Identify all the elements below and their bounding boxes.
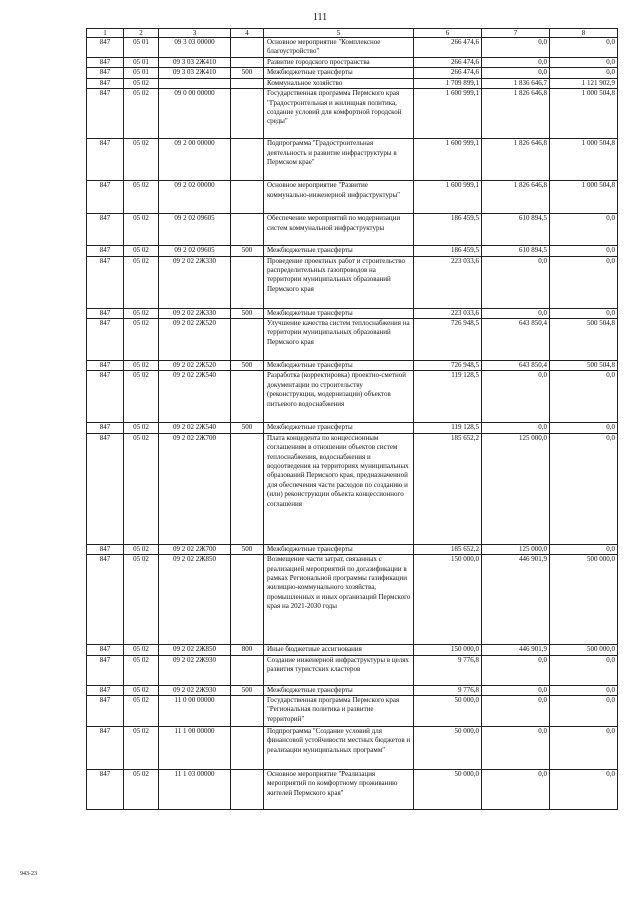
table-row xyxy=(87,78,618,88)
table-row xyxy=(87,423,618,433)
admin-code: 847 xyxy=(87,308,124,318)
item-name: Межбюджетные трансферты xyxy=(264,68,414,78)
table-row xyxy=(87,319,618,361)
target-article-code: 09 2 02 2Ж700 xyxy=(159,433,231,544)
amount-col8: 0,0 xyxy=(550,214,618,246)
item-name: Возмещение части затрат, связанных с реализацией мероприятий по догазификации в рамках Региональной программы газификации жилищно-коммунального хозяйства, промышленных и иных организаций Пермского края на 2021-2030 годы xyxy=(264,555,414,645)
admin-code: 847 xyxy=(87,655,124,685)
item-name: Основное мероприятие "Развитие коммунально-инженерной инфраструктуры" xyxy=(264,181,414,214)
admin-code: 847 xyxy=(87,38,124,58)
target-article-code xyxy=(159,78,231,88)
expense-type-code xyxy=(231,139,264,181)
target-article-code: 09 2 02 2Ж520 xyxy=(159,319,231,361)
item-name: Межбюджетные трансферты xyxy=(264,544,414,554)
column-header-1: 1 xyxy=(87,29,124,38)
admin-code: 847 xyxy=(87,727,124,770)
section-code: 05 01 xyxy=(124,38,159,58)
expense-type-code xyxy=(231,770,264,810)
footer-code: 943-23 xyxy=(20,871,37,877)
item-name: Государственная программа Пермского края "Региональная политика и развитие территорий" xyxy=(264,696,414,727)
target-article-code: 09 2 02 2Ж540 xyxy=(159,371,231,423)
admin-code: 847 xyxy=(87,181,124,214)
expense-type-code xyxy=(231,38,264,58)
item-name: Разработка (корректировка) проектно-сметной документации по строительству (реконструкции, модернизации) объектов питьевого водоснабжения xyxy=(264,371,414,423)
expense-type-code: 500 xyxy=(231,544,264,554)
table-row xyxy=(87,139,618,181)
table-header-row xyxy=(87,29,618,38)
amount-col7: 610 894,5 xyxy=(482,246,550,256)
target-article-code: 09 2 02 2Ж850 xyxy=(159,555,231,645)
amount-col6: 9 776,8 xyxy=(414,685,482,695)
amount-col6: 186 459,5 xyxy=(414,246,482,256)
amount-col8: 0,0 xyxy=(550,58,618,68)
section-code: 05 02 xyxy=(124,256,159,308)
admin-code: 847 xyxy=(87,361,124,371)
amount-col6: 119 128,5 xyxy=(414,423,482,433)
amount-col6: 1 709 899,1 xyxy=(414,78,482,88)
amount-col6: 1 600 999,1 xyxy=(414,89,482,139)
table-row xyxy=(87,308,618,318)
item-name: Межбюджетные трансферты xyxy=(264,246,414,256)
target-article-code: 09 2 00 00000 xyxy=(159,139,231,181)
expense-type-code xyxy=(231,58,264,68)
page-number: 111 xyxy=(312,12,328,23)
expense-type-code: 500 xyxy=(231,361,264,371)
amount-col7: 1 836 646,7 xyxy=(482,78,550,88)
expense-type-code: 500 xyxy=(231,308,264,318)
admin-code: 847 xyxy=(87,139,124,181)
amount-col7: 0,0 xyxy=(482,68,550,78)
target-article-code: 09 2 02 2Ж540 xyxy=(159,423,231,433)
section-code: 05 02 xyxy=(124,423,159,433)
item-name: Создание инженерной инфраструктуры в целях развития туристских кластеров xyxy=(264,655,414,685)
amount-col6: 726 948,5 xyxy=(414,361,482,371)
column-header-6: 6 xyxy=(414,29,482,38)
admin-code: 847 xyxy=(87,214,124,246)
admin-code: 847 xyxy=(87,770,124,810)
target-article-code: 09 2 02 00000 xyxy=(159,181,231,214)
table-row xyxy=(87,371,618,423)
amount-col7: 643 850,4 xyxy=(482,319,550,361)
admin-code: 847 xyxy=(87,246,124,256)
amount-col6: 266 474,6 xyxy=(414,58,482,68)
amount-col8: 1 000 504,8 xyxy=(550,139,618,181)
amount-col8: 0,0 xyxy=(550,256,618,308)
expense-type-code: 500 xyxy=(231,68,264,78)
amount-col7: 0,0 xyxy=(482,685,550,695)
section-code: 05 02 xyxy=(124,181,159,214)
target-article-code: 11 1 00 00000 xyxy=(159,727,231,770)
amount-col6: 119 128,5 xyxy=(414,371,482,423)
table-row xyxy=(87,696,618,727)
section-code: 05 02 xyxy=(124,544,159,554)
target-article-code: 09 2 02 2Ж930 xyxy=(159,655,231,685)
amount-col6: 9 776,8 xyxy=(414,655,482,685)
section-code: 05 02 xyxy=(124,214,159,246)
item-name: Межбюджетные трансферты xyxy=(264,361,414,371)
section-code: 05 02 xyxy=(124,361,159,371)
item-name: Проведение проектных работ и строительство распределительных газопроводов на территории муниципальных образований Пермского края xyxy=(264,256,414,308)
expense-type-code xyxy=(231,78,264,88)
amount-col6: 50 000,0 xyxy=(414,770,482,810)
amount-col8: 0,0 xyxy=(550,544,618,554)
amount-col8: 1 000 504,8 xyxy=(550,89,618,139)
amount-col8: 500 000,0 xyxy=(550,645,618,655)
target-article-code: 09 2 02 2Ж330 xyxy=(159,256,231,308)
item-name: Основное мероприятие "Реализация мероприятий по комфортному проживанию жителей Пермского края" xyxy=(264,770,414,810)
item-name: Коммунальное хозяйство xyxy=(264,78,414,88)
section-code: 05 02 xyxy=(124,770,159,810)
amount-col7: 610 894,5 xyxy=(482,214,550,246)
amount-col8: 0,0 xyxy=(550,696,618,727)
table-row xyxy=(87,555,618,645)
admin-code: 847 xyxy=(87,685,124,695)
admin-code: 847 xyxy=(87,89,124,139)
amount-col6: 266 474,6 xyxy=(414,68,482,78)
amount-col7: 125 000,0 xyxy=(482,433,550,544)
target-article-code: 09 2 02 09605 xyxy=(159,214,231,246)
amount-col7: 0,0 xyxy=(482,371,550,423)
section-code: 05 02 xyxy=(124,433,159,544)
amount-col7: 0,0 xyxy=(482,38,550,58)
section-code: 05 02 xyxy=(124,685,159,695)
amount-col6: 50 000,0 xyxy=(414,696,482,727)
expense-type-code xyxy=(231,181,264,214)
table-row xyxy=(87,655,618,685)
section-code: 05 02 xyxy=(124,655,159,685)
column-header-5: 5 xyxy=(264,29,414,38)
expense-type-code xyxy=(231,319,264,361)
admin-code: 847 xyxy=(87,696,124,727)
table-row xyxy=(87,727,618,770)
expense-type-code xyxy=(231,696,264,727)
amount-col7: 446 901,9 xyxy=(482,555,550,645)
item-name: Основное мероприятие "Комплексное благоустройство" xyxy=(264,38,414,58)
amount-col6: 186 459,5 xyxy=(414,214,482,246)
section-code: 05 02 xyxy=(124,319,159,361)
amount-col7: 0,0 xyxy=(482,58,550,68)
item-name: Подпрограмма "Создание условий для финансовой устойчивости местных бюджетов и реализации муниципальных программ" xyxy=(264,727,414,770)
amount-col6: 185 652,2 xyxy=(414,433,482,544)
amount-col7: 446 901,9 xyxy=(482,645,550,655)
expense-type-code: 800 xyxy=(231,645,264,655)
table-row xyxy=(87,256,618,308)
expense-type-code xyxy=(231,433,264,544)
table-row xyxy=(87,246,618,256)
expense-type-code: 500 xyxy=(231,246,264,256)
expense-type-code xyxy=(231,214,264,246)
admin-code: 847 xyxy=(87,555,124,645)
expense-type-code xyxy=(231,727,264,770)
amount-col8: 1 000 504,8 xyxy=(550,181,618,214)
target-article-code: 09 2 02 09605 xyxy=(159,246,231,256)
amount-col8: 500 000,0 xyxy=(550,555,618,645)
table-row xyxy=(87,770,618,810)
amount-col6: 150 000,0 xyxy=(414,645,482,655)
table-row xyxy=(87,685,618,695)
amount-col7: 1 826 646,8 xyxy=(482,181,550,214)
expense-type-code xyxy=(231,655,264,685)
item-name: Плата концедента по концессионным соглашениям в отношении объектов систем теплоснабжения, водоснабжения и водоотведения на территориях муниципальных образований Пермского края, предназначенной для обеспечения части расходов по созданию и (или) реконструкции объекта концессионного соглашения xyxy=(264,433,414,544)
amount-col8: 500 504,8 xyxy=(550,361,618,371)
item-name: Государственная программа Пермского края "Градостроительная и жилищная политика, создание условий для комфортной городской среды" xyxy=(264,89,414,139)
amount-col8: 500 504,8 xyxy=(550,319,618,361)
amount-col7: 0,0 xyxy=(482,308,550,318)
target-article-code: 09 3 03 2Ж410 xyxy=(159,58,231,68)
target-article-code: 09 3 03 2Ж410 xyxy=(159,68,231,78)
amount-col6: 150 000,0 xyxy=(414,555,482,645)
target-article-code: 09 2 02 2Ж330 xyxy=(159,308,231,318)
section-code: 05 02 xyxy=(124,645,159,655)
admin-code: 847 xyxy=(87,58,124,68)
table-row xyxy=(87,181,618,214)
amount-col6: 50 000,0 xyxy=(414,727,482,770)
item-name: Обеспечение мероприятий по модернизации систем коммунальной инфраструктуры xyxy=(264,214,414,246)
expense-type-code xyxy=(231,89,264,139)
section-code: 05 02 xyxy=(124,89,159,139)
target-article-code: 09 2 02 2Ж930 xyxy=(159,685,231,695)
column-header-8: 8 xyxy=(550,29,618,38)
amount-col7: 1 826 646,8 xyxy=(482,139,550,181)
item-name: Подпрограмма "Градостроительная деятельность и развитие инфраструктуры в Пермском крае" xyxy=(264,139,414,181)
admin-code: 847 xyxy=(87,68,124,78)
admin-code: 847 xyxy=(87,544,124,554)
section-code: 05 01 xyxy=(124,68,159,78)
expense-type-code xyxy=(231,371,264,423)
amount-col6: 1 600 999,1 xyxy=(414,139,482,181)
target-article-code: 09 0 00 00000 xyxy=(159,89,231,139)
section-code: 05 02 xyxy=(124,555,159,645)
amount-col7: 125 000,0 xyxy=(482,544,550,554)
section-code: 05 01 xyxy=(124,58,159,68)
section-code: 05 02 xyxy=(124,727,159,770)
amount-col8: 0,0 xyxy=(550,371,618,423)
section-code: 05 02 xyxy=(124,78,159,88)
amount-col8: 0,0 xyxy=(550,308,618,318)
amount-col6: 266 474,6 xyxy=(414,38,482,58)
section-code: 05 02 xyxy=(124,139,159,181)
table-row xyxy=(87,433,618,544)
section-code: 05 02 xyxy=(124,246,159,256)
amount-col8: 0,0 xyxy=(550,685,618,695)
amount-col7: 0,0 xyxy=(482,696,550,727)
column-header-3: 3 xyxy=(159,29,231,38)
amount-col7: 0,0 xyxy=(482,256,550,308)
amount-col8: 0,0 xyxy=(550,433,618,544)
admin-code: 847 xyxy=(87,423,124,433)
amount-col8: 0,0 xyxy=(550,770,618,810)
amount-col7: 643 850,4 xyxy=(482,361,550,371)
amount-col6: 1 600 999,1 xyxy=(414,181,482,214)
expense-type-code xyxy=(231,256,264,308)
amount-col8: 1 121 902,9 xyxy=(550,78,618,88)
amount-col6: 185 652,2 xyxy=(414,544,482,554)
amount-col8: 0,0 xyxy=(550,38,618,58)
target-article-code: 09 3 03 00000 xyxy=(159,38,231,58)
expense-type-code: 500 xyxy=(231,423,264,433)
amount-col7: 0,0 xyxy=(482,655,550,685)
admin-code: 847 xyxy=(87,78,124,88)
item-name: Развитие городского пространства xyxy=(264,58,414,68)
expense-type-code: 500 xyxy=(231,685,264,695)
admin-code: 847 xyxy=(87,256,124,308)
admin-code: 847 xyxy=(87,645,124,655)
expense-type-code xyxy=(231,555,264,645)
amount-col6: 223 033,6 xyxy=(414,256,482,308)
amount-col8: 0,0 xyxy=(550,655,618,685)
budget-table xyxy=(86,28,618,810)
amount-col7: 0,0 xyxy=(482,423,550,433)
amount-col6: 223 033,6 xyxy=(414,308,482,318)
table-row xyxy=(87,214,618,246)
item-name: Межбюджетные трансферты xyxy=(264,308,414,318)
column-header-4: 4 xyxy=(231,29,264,38)
item-name: Межбюджетные трансферты xyxy=(264,423,414,433)
admin-code: 847 xyxy=(87,433,124,544)
table-row xyxy=(87,89,618,139)
section-code: 05 02 xyxy=(124,308,159,318)
target-article-code: 11 0 00 00000 xyxy=(159,696,231,727)
amount-col8: 0,0 xyxy=(550,423,618,433)
admin-code: 847 xyxy=(87,371,124,423)
section-code: 05 02 xyxy=(124,696,159,727)
table-row xyxy=(87,361,618,371)
column-header-2: 2 xyxy=(124,29,159,38)
column-header-7: 7 xyxy=(482,29,550,38)
amount-col7: 0,0 xyxy=(482,727,550,770)
amount-col8: 0,0 xyxy=(550,727,618,770)
amount-col7: 1 826 646,8 xyxy=(482,89,550,139)
table-row xyxy=(87,58,618,68)
target-article-code: 09 2 02 2Ж850 xyxy=(159,645,231,655)
target-article-code: 11 1 03 00000 xyxy=(159,770,231,810)
table-row xyxy=(87,544,618,554)
amount-col8: 0,0 xyxy=(550,246,618,256)
table-row xyxy=(87,68,618,78)
table-row xyxy=(87,38,618,58)
amount-col7: 0,0 xyxy=(482,770,550,810)
amount-col6: 726 948,5 xyxy=(414,319,482,361)
target-article-code: 09 2 02 2Ж700 xyxy=(159,544,231,554)
target-article-code: 09 2 02 2Ж520 xyxy=(159,361,231,371)
item-name: Иные бюджетные ассигнования xyxy=(264,645,414,655)
amount-col8: 0,0 xyxy=(550,68,618,78)
table-row xyxy=(87,645,618,655)
item-name: Межбюджетные трансферты xyxy=(264,685,414,695)
section-code: 05 02 xyxy=(124,371,159,423)
item-name: Улучшение качества систем теплоснабжения на территории муниципальных образований Пермского края xyxy=(264,319,414,361)
admin-code: 847 xyxy=(87,319,124,361)
